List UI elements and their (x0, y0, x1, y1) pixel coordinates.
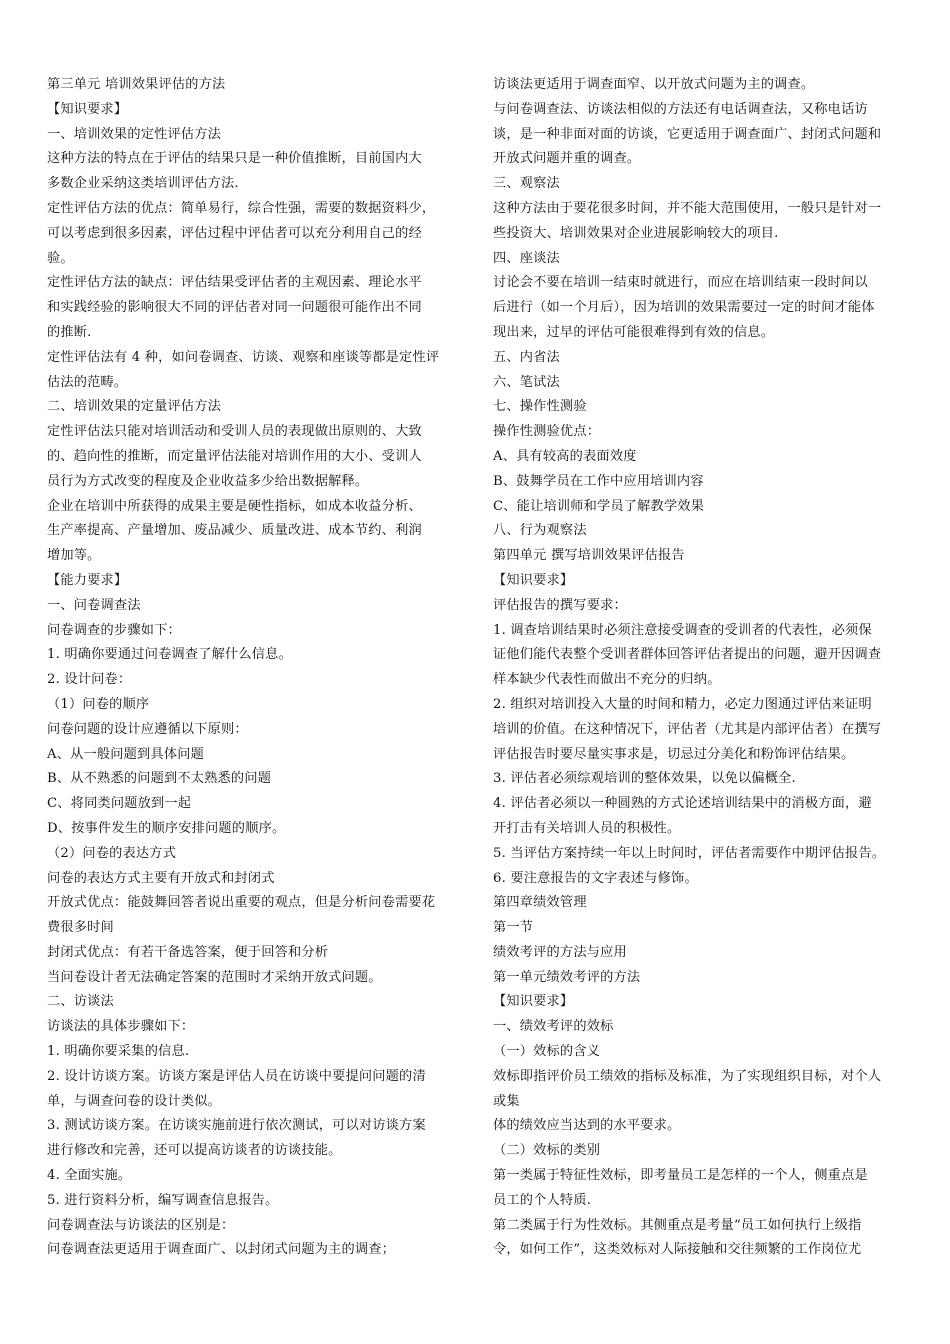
text-line: 【能力要求】 (47, 572, 128, 588)
text-line: C、能让培训师和学员了解教学效果 (493, 498, 705, 514)
text-line: 单，与调查问卷的设计类似。 (47, 1093, 222, 1109)
text-line: 第一类属于特征性效标，即考量员工是怎样的一个人，侧重点是 (493, 1168, 868, 1184)
text-line: 一、问卷调查法 (47, 597, 141, 613)
text-line: （2）问卷的表达方式 (47, 845, 177, 861)
text-line: D、按事件发生的顺序安排问题的顺序。 (47, 820, 286, 836)
text-line: 开放式问题并重的调查。 (493, 151, 641, 167)
text-line: 体的绩效应当达到的水平要求。 (493, 1118, 681, 1134)
text-line: 定性评估方法的优点：简单易行，综合性强，需要的数据资料少， (47, 200, 436, 216)
text-line: 评估报告的撰写要求： (493, 597, 627, 613)
text-line: B、从不熟悉的问题到不太熟悉的问题 (47, 771, 272, 787)
text-line: 定性评估法只能对培训活动和受训人员的表现做出原则的、大致 (47, 424, 422, 440)
text-line: 一、绩效考评的效标 (493, 1019, 614, 1035)
text-line: 当问卷设计者无法确定答案的范围时才采纳开放式问题。 (47, 969, 382, 985)
text-line: 的、趋向性的推断，而定量评估法能对培训作用的大小、受训人 (47, 448, 422, 464)
text-line: 可以考虑到很多因素，评估过程中评估者可以充分利用自己的经 (47, 225, 422, 241)
text-line: 二、访谈法 (47, 994, 114, 1010)
text-line: 费很多时间 (47, 920, 114, 936)
text-line: 访谈法的具体步骤如下： (47, 1019, 195, 1035)
text-line: 6. 要注意报告的文字表述与修饰。 (493, 870, 698, 886)
text-line: 访谈法更适用于调查面窄、以开放式问题为主的调查。 (493, 77, 815, 92)
text-line: 第四章绩效管理 (493, 895, 587, 911)
text-line: 生产率提高、产量增加、废品减少、质量改进、成本节约、利润 (47, 523, 422, 539)
text-line: 【知识要求】 (493, 572, 574, 588)
text-line: 进行修改和完善，还可以提高访谈者的访谈技能。 (47, 1143, 342, 1159)
text-line: 些投资大、培训效果对企业进展影响较大的项目. (493, 225, 779, 241)
text-line: 证他们能代表整个受训者群体回答评估者提出的问题，避开因调查 (493, 647, 882, 663)
text-line: 增加等。 (47, 548, 101, 564)
text-line: 八、行为观察法 (493, 523, 587, 539)
text-line: 1. 调查培训结果时必须注意接受调查的受训者的代表性，必须保 (493, 622, 872, 638)
text-line: 封闭式优点：有若干备选答案，便于回答和分析 (47, 944, 329, 960)
text-line: 一、培训效果的定性评估方法 (47, 126, 222, 142)
text-line: 培训的价值。在这种情况下，评估者（尤其是内部评估者）在撰写 (493, 721, 882, 737)
left-column (47, 73, 461, 1263)
text-line: 【知识要求】 (493, 994, 574, 1010)
text-line: （一）效标的含义 (493, 1044, 601, 1060)
right-column (493, 73, 907, 1263)
text-line: （1）问卷的顺序 (47, 696, 150, 712)
text-line: B、鼓舞学员在工作中应用培训内容 (493, 473, 704, 489)
text-line: 样本缺少代表性而做出不充分的归纳。 (493, 672, 721, 688)
text-line: 开打击有关培训人员的积极性。 (493, 820, 681, 836)
text-line: 5. 当评估方案持续一年以上时间时，评估者需要作中期评估报告。 (493, 845, 886, 861)
text-line: 四、座谈法 (493, 250, 560, 266)
text-line: 4. 全面实施。 (47, 1168, 132, 1184)
text-line: 1. 明确你要采集的信息. (47, 1044, 190, 1060)
text-line: 后进行（如一个月后），因为培训的效果需要过一定的时间才能体 (493, 300, 875, 316)
text-line: C、将同类问题放到一起 (47, 796, 192, 812)
text-line: 第二类属于行为性效标。其侧重点是考量“员工如何执行上级指 (493, 1217, 862, 1233)
text-line: 问卷调查的步骤如下： (47, 622, 181, 638)
text-line: 员工的个人特质. (493, 1192, 592, 1208)
text-line: 或集 (493, 1093, 520, 1109)
text-line: 2. 设计访谈方案。访谈方案是评估人员在访谈中要提问问题的清 (47, 1068, 426, 1084)
text-line: 五、内省法 (493, 349, 560, 365)
text-line: 三、观察法 (493, 176, 560, 192)
text-line: 【知识要求】 (47, 101, 128, 117)
text-line: 2. 组织对培训投入大量的时间和精力，必定力图通过评估来证明 (493, 696, 872, 712)
text-line: 企业在培训中所获得的成果主要是硬性指标，如成本收益分析、 (47, 498, 422, 514)
text-line: 第四单元 撰写培训效果评估报告 (493, 548, 685, 564)
text-line: A、从一般问题到具体问题 (47, 746, 204, 762)
text-line: 定性评估方法的缺点：评估结果受评估者的主观因素、理论水平 (47, 275, 422, 291)
text-line: 这种方法的特点在于评估的结果只是一种价值推断，目前国内大 (47, 151, 422, 167)
text-line: 的推断. (47, 324, 92, 340)
text-line: 定性评估法有 4 种，如问卷调查、访谈、观察和座谈等都是定性评 (47, 349, 440, 365)
text-line: 评估报告时要尽量实事求是，切忌过分美化和粉饰评估结果。 (493, 746, 855, 762)
text-line: 开放式优点：能鼓舞回答者说出重要的观点，但是分析问卷需要花 (47, 895, 436, 911)
text-line: 问卷的表达方式主要有开放式和封闭式 (47, 870, 275, 886)
text-line: 现出来，过早的评估可能很难得到有效的信息。 (493, 324, 775, 340)
text-line: 谈，是一种非面对面的访谈，它更适用于调查面广、封闭式问题和 (493, 126, 882, 142)
text-line: 效标即指评价员工绩效的指标及标准，为了实现组织目标，对个人 (493, 1068, 882, 1084)
text-line: 多数企业采纳这类培训评估方法. (47, 176, 239, 192)
text-line: 问卷调查法更适用于调查面广、以封闭式问题为主的调查； (47, 1242, 396, 1258)
text-line: 验。 (47, 250, 74, 266)
text-line: 令，如何工作”，这类效标对人际接触和交往频繁的工作岗位尤 (493, 1242, 862, 1258)
text-line: A、具有较高的表面效度 (493, 448, 637, 464)
text-line: 2. 设计问卷： (47, 672, 132, 688)
text-line: 3. 测试访谈方案。在访谈实施前进行依次测试，可以对访谈方案 (47, 1118, 426, 1134)
text-line: 问卷问题的设计应遵循以下原则： (47, 721, 248, 737)
text-line: 问卷调查法与访谈法的区别是： (47, 1217, 235, 1233)
text-line: 估法的范畴。 (47, 374, 128, 390)
text-line: 员行为方式改变的程度及企业收益多少给出数据解释。 (47, 473, 369, 489)
text-line: （二）效标的类别 (493, 1143, 601, 1159)
text-line: 第三单元 培训效果评估的方法 (47, 77, 226, 92)
text-line: 5. 进行资料分析，编写调查信息报告。 (47, 1192, 279, 1208)
text-line: 第一单元绩效考评的方法 (493, 969, 641, 985)
text-line: 3. 评估者必须综观培训的整体效果，以免以偏概全. (493, 771, 796, 787)
text-line: 与问卷调查法、访谈法相似的方法还有电话调查法，又称电话访 (493, 101, 868, 117)
text-line: 1. 明确你要通过问卷调查了解什么信息。 (47, 647, 292, 663)
text-line: 六、笔试法 (493, 374, 560, 390)
text-line: 第一节 (493, 920, 534, 936)
text-line: 这种方法由于要花很多时间，并不能大范围使用，一般只是针对一 (493, 200, 882, 216)
text-line: 讨论会不要在培训一结束时就进行，而应在培训结束一段时间以 (493, 275, 868, 291)
text-line: 绩效考评的方法与应用 (493, 944, 627, 960)
text-line: 二、培训效果的定量评估方法 (47, 399, 222, 415)
text-line: 操作性测验优点： (493, 424, 601, 440)
text-line: 和实践经验的影响很大不同的评估者对同一问题很可能作出不同 (47, 300, 422, 316)
text-line: 4. 评估者必须以一种圆熟的方式论述培训结果中的消极方面，避 (493, 796, 872, 812)
text-line: 七、操作性测验 (493, 399, 587, 415)
